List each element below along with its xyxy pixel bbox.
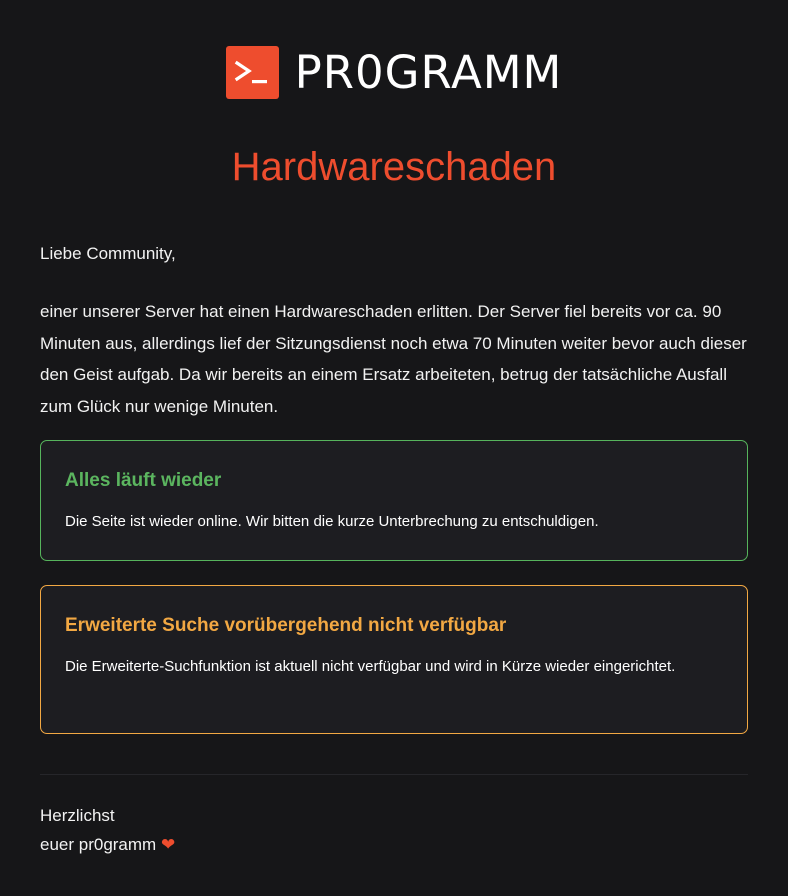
notice-warning-title: Erweiterte Suche vorübergehend nicht verfügbar <box>65 615 507 636</box>
notice-success-text: Die Seite ist wieder online. Wir bitten die kurze Unterbrechung zu entschuldigen. <box>65 513 599 530</box>
signoff <box>40 801 175 859</box>
divider <box>40 774 748 775</box>
heart-icon: ❤ <box>160 835 176 854</box>
terminal-prompt-icon <box>226 46 279 99</box>
signoff-signature: euer pr0gramm <box>40 835 157 854</box>
notice-success <box>40 440 748 561</box>
notice-warning-text: Die Erweiterte-Suchfunktion ist aktuell nicht verfügbar und wird in Kürze wieder eingerichtet. <box>65 658 676 675</box>
brand-name: PR0GRAMM <box>294 46 563 99</box>
signoff-line-1: Herzlichst <box>40 806 115 825</box>
page-title: Hardwareschaden <box>231 145 557 189</box>
site-logo[interactable] <box>0 46 788 99</box>
notice-success-title: Alles läuft wieder <box>65 470 222 491</box>
notice-warning <box>40 585 748 734</box>
signoff-line-2 <box>40 830 175 859</box>
greeting-text: Liebe Community, <box>40 244 176 263</box>
intro-paragraph: einer unserer Server hat einen Hardwareschaden erlitten. Der Server fiel bereits vor ca. 90 Minuten aus, allerdings lief der Sitzungsdienst noch etwa 70 Minuten weiter bevor auch dieser den Geist aufgab. Da wir bereits an einem Ersatz arbeiteten, betrug der tatsächliche Ausfall zum Glück nur wenige Minuten. <box>40 302 747 416</box>
